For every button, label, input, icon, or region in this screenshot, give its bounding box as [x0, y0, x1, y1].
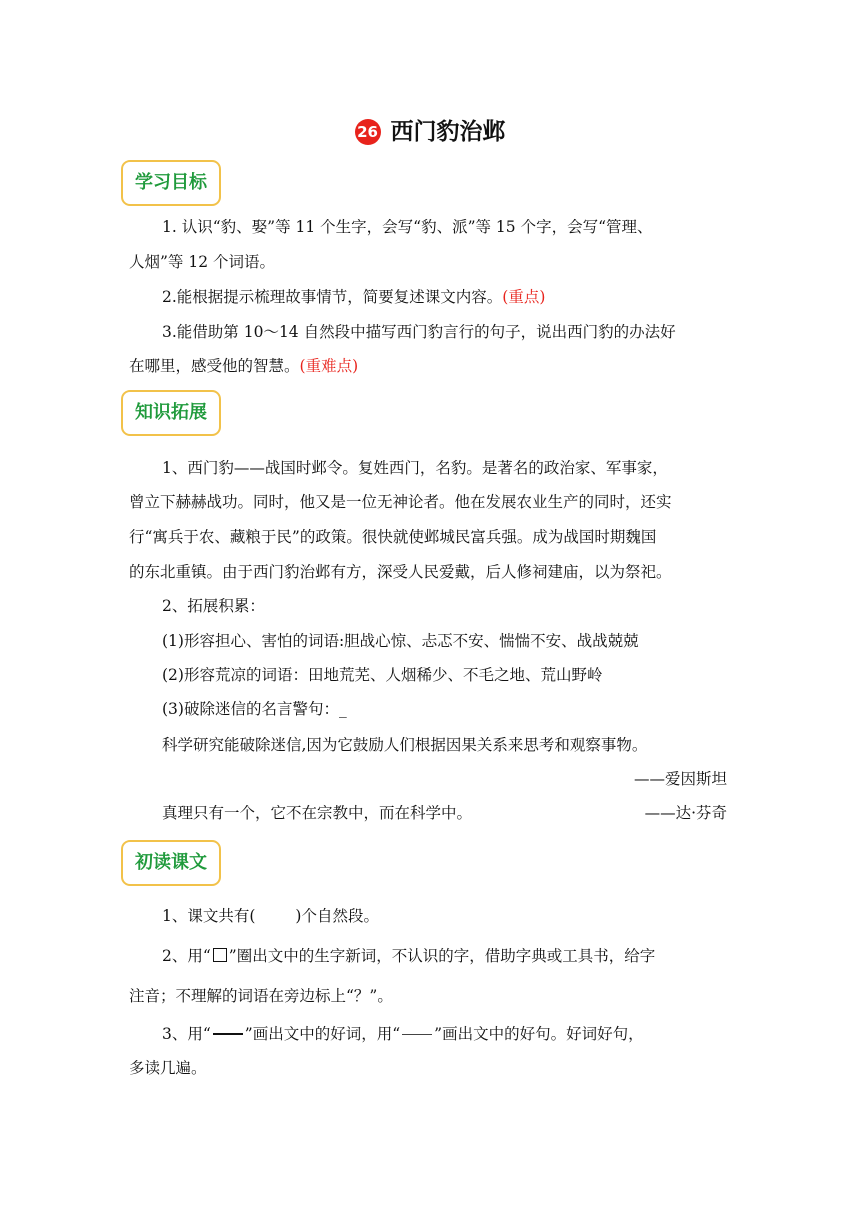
goal-2-tag: (重点) — [502, 288, 546, 306]
first-read-3-a: 3、用“ — [162, 1025, 211, 1043]
quote-2: 真理只有一个，它不在宗教中，而在科学中。 — [162, 804, 473, 822]
solid-underline-icon — [213, 1033, 243, 1035]
knowledge-p1-line-3: 行“寓兵于农、藏粮于民”的政策。很快就使邺城民富兵强。成为战国时期魏国 — [129, 528, 657, 546]
goal-2 — [162, 285, 545, 307]
first-read-2-a: 2、用“ — [162, 947, 211, 965]
goal-1-line-2: 人烟”等 12 个词语。 — [129, 253, 276, 271]
section-tag-goals: 学习目标 — [121, 160, 221, 206]
thin-underline-icon — [402, 1034, 432, 1035]
first-read-3 — [162, 1022, 644, 1044]
first-read-1 — [162, 904, 379, 926]
section-tag-first-read: 初读课文 — [121, 840, 221, 886]
page-title — [0, 113, 860, 146]
knowledge-p1-line-1: 1、西门豹——战国时邺令。复姓西门，名豹。是著名的政治家、军事家， — [162, 459, 668, 477]
knowledge-item-1: (1)形容担心、害怕的词语:胆战心惊、忐忑不安、惴惴不安、战战兢兢 — [162, 632, 639, 650]
knowledge-p1-line-2: 曾立下赫赫战功。同时，他又是一位无神论者。他在发展农业生产的同时，还实 — [129, 493, 672, 511]
knowledge-p2: 2、拓展积累： — [162, 597, 265, 615]
first-read-3-c: ”画出文中的好句。好词好句， — [434, 1025, 644, 1043]
goal-3-text: 在哪里，感受他的智慧。 — [129, 357, 300, 375]
first-read-2-b: ”圈出文中的生字新词，不认识的字，借助字典或工具书，给字 — [228, 947, 656, 965]
knowledge-p1-line-4: 的东北重镇。由于西门豹治邺有方，深受人民爱戴，后人修祠建庙，以为祭祀。 — [129, 563, 672, 581]
first-read-2-line-2: 注音；不理解的词语在旁边标上“？”。 — [129, 987, 393, 1005]
square-box-icon — [213, 948, 227, 962]
goal-2-text: 2.能根据提示梳理故事情节，简要复述课文内容。 — [162, 288, 503, 306]
knowledge-item-3: (3)破除迷信的名言警句：_ — [162, 700, 347, 718]
section-tag-knowledge: 知识拓展 — [121, 390, 221, 436]
quote-1: 科学研究能破除迷信,因为它鼓励人们根据因果关系来思考和观察事物。 — [162, 736, 648, 754]
first-read-1-a: 1、课文共有( — [162, 907, 256, 925]
goal-3-line-2 — [129, 354, 358, 376]
quote-1-author: ——爱因斯坦 — [633, 770, 727, 788]
goal-1-line-1: 1. 认识“豹、娶”等 11 个生字，会写“豹、派”等 15 个字，会写“管理、 — [162, 218, 653, 236]
lesson-number-badge: 26 — [355, 119, 381, 145]
knowledge-item-2: (2)形容荒凉的词语：田地荒芜、人烟稀少、不毛之地、荒山野岭 — [162, 666, 603, 684]
goal-3-tag: (重难点) — [299, 357, 359, 375]
goal-3-line-1: 3.能借助第 10～14 自然段中描写西门豹言行的句子，说出西门豹的办法好 — [162, 323, 676, 341]
first-read-1-b: )个自然段。 — [295, 907, 379, 925]
first-read-2 — [162, 944, 655, 966]
first-read-3-line-2: 多读几遍。 — [129, 1059, 207, 1077]
lesson-title: 西门豹治邺 — [390, 119, 506, 145]
quote-2-author: ——达·芬奇 — [644, 804, 727, 822]
first-read-3-b: ”画出文中的好词，用“ — [244, 1025, 401, 1043]
